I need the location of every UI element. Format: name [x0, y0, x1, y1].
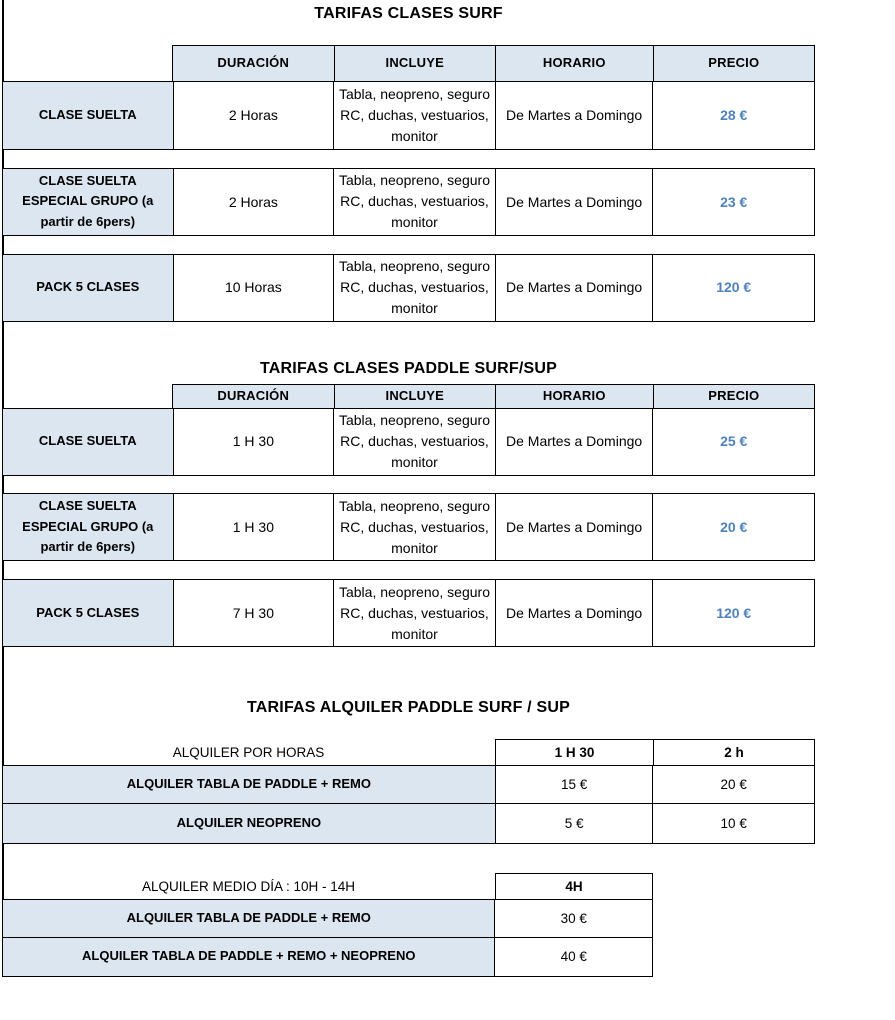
row-label: PACK 5 CLASES: [3, 580, 173, 646]
paddle-header-row: [172, 384, 815, 409]
paddle-row-clase-suelta: [2, 408, 815, 476]
row-label: ALQUILER TABLA DE PADDLE + REMO: [3, 900, 494, 938]
price-cell: 20 €: [652, 494, 814, 560]
schedule-cell: De Martes a Domingo: [495, 169, 653, 236]
duration-cell: 7 H 30: [173, 580, 334, 646]
includes-cell: Tabla, neopreno, seguro RC, duchas, vestuarios, monitor: [333, 82, 495, 150]
surf-header-row: [172, 45, 815, 82]
paddle-header-horario: HORARIO: [495, 385, 653, 408]
surf-row-clase-suelta-grupo: [2, 168, 815, 237]
row-label: CLASE SUELTA ESPECIAL GRUPO (a partir de 6pers): [3, 169, 173, 236]
includes-cell: Tabla, neopreno, seguro RC, duchas, vestuarios, monitor: [333, 494, 495, 560]
surf-header-incluye: INCLUYE: [334, 46, 496, 81]
duration-cell: 1 H 30: [173, 494, 334, 560]
schedule-cell: De Martes a Domingo: [495, 580, 653, 646]
row-label: CLASE SUELTA: [3, 82, 173, 150]
rental-table-title: TARIFAS ALQUILER PADDLE SURF / SUP: [247, 699, 570, 716]
price-cell: 10 €: [652, 804, 814, 843]
includes-cell: Tabla, neopreno, seguro RC, duchas, vestuarios, monitor: [333, 580, 495, 646]
rental-hourly-col-1h30: 1 H 30: [554, 744, 595, 760]
paddle-header-incluye: INCLUYE: [334, 385, 496, 408]
price-cell: 40 €: [494, 938, 652, 976]
surf-header-horario: HORARIO: [495, 46, 653, 81]
row-label: ALQUILER NEOPRENO: [3, 804, 495, 843]
price-cell: 120 €: [652, 255, 814, 321]
surf-row-clase-suelta: [2, 81, 815, 151]
rental-halfday-label: ALQUILER MEDIO DÍA : 10H - 14H: [141, 879, 356, 894]
row-label: CLASE SUELTA ESPECIAL GRUPO (a partir de 6pers): [3, 494, 173, 560]
surf-header-precio: PRECIO: [653, 46, 815, 81]
price-cell: 20 €: [652, 766, 814, 804]
rental-hourly-label: ALQUILER POR HORAS: [172, 745, 325, 760]
schedule-cell: De Martes a Domingo: [495, 494, 653, 560]
rental-hourly-header-row: [495, 739, 815, 766]
row-label: CLASE SUELTA: [3, 409, 173, 475]
price-cell: 30 €: [494, 900, 652, 938]
includes-cell: Tabla, neopreno, seguro RC, duchas, vestuarios, monitor: [333, 255, 495, 321]
paddle-header-duracion: DURACIÓN: [173, 385, 334, 408]
surf-table-title: TARIFAS CLASES SURF: [314, 5, 503, 22]
rental-halfday-row-tabla-remo: [2, 899, 653, 939]
schedule-cell: De Martes a Domingo: [495, 82, 653, 150]
rental-hourly-col-2h: 2 h: [653, 740, 814, 765]
row-label: ALQUILER TABLA DE PADDLE + REMO + NEOPRENO: [3, 938, 494, 976]
duration-cell: 1 H 30: [173, 409, 334, 475]
duration-cell: 2 Horas: [173, 82, 334, 150]
rental-halfday-col-4h: 4H: [565, 878, 583, 894]
rental-halfday-header-row: [495, 873, 653, 900]
paddle-row-clase-suelta-grupo: [2, 493, 815, 561]
rental-row-tabla-remo: [2, 765, 815, 805]
price-cell: 28 €: [652, 82, 814, 150]
rental-halfday-row-tabla-remo-neopreno: [2, 937, 653, 977]
paddle-header-precio: PRECIO: [653, 385, 815, 408]
paddle-row-pack-5-clases: [2, 579, 815, 647]
row-label: ALQUILER TABLA DE PADDLE + REMO: [3, 766, 495, 804]
includes-cell: Tabla, neopreno, seguro RC, duchas, vestuarios, monitor: [333, 169, 495, 236]
price-cell: 120 €: [652, 580, 814, 646]
surf-header-duracion: DURACIÓN: [173, 46, 334, 81]
price-cell: 25 €: [652, 409, 814, 475]
duration-cell: 10 Horas: [173, 255, 334, 321]
price-cell: 23 €: [652, 169, 814, 236]
schedule-cell: De Martes a Domingo: [495, 255, 653, 321]
price-cell: 15 €: [495, 766, 653, 804]
price-cell: 5 €: [495, 804, 653, 843]
includes-cell: Tabla, neopreno, seguro RC, duchas, vestuarios, monitor: [333, 409, 495, 475]
surf-row-pack-5-clases: [2, 254, 815, 322]
rental-row-neopreno: [2, 803, 815, 844]
row-label: PACK 5 CLASES: [3, 255, 173, 321]
duration-cell: 2 Horas: [173, 169, 334, 236]
schedule-cell: De Martes a Domingo: [495, 409, 653, 475]
paddle-table-title: TARIFAS CLASES PADDLE SURF/SUP: [260, 360, 557, 377]
